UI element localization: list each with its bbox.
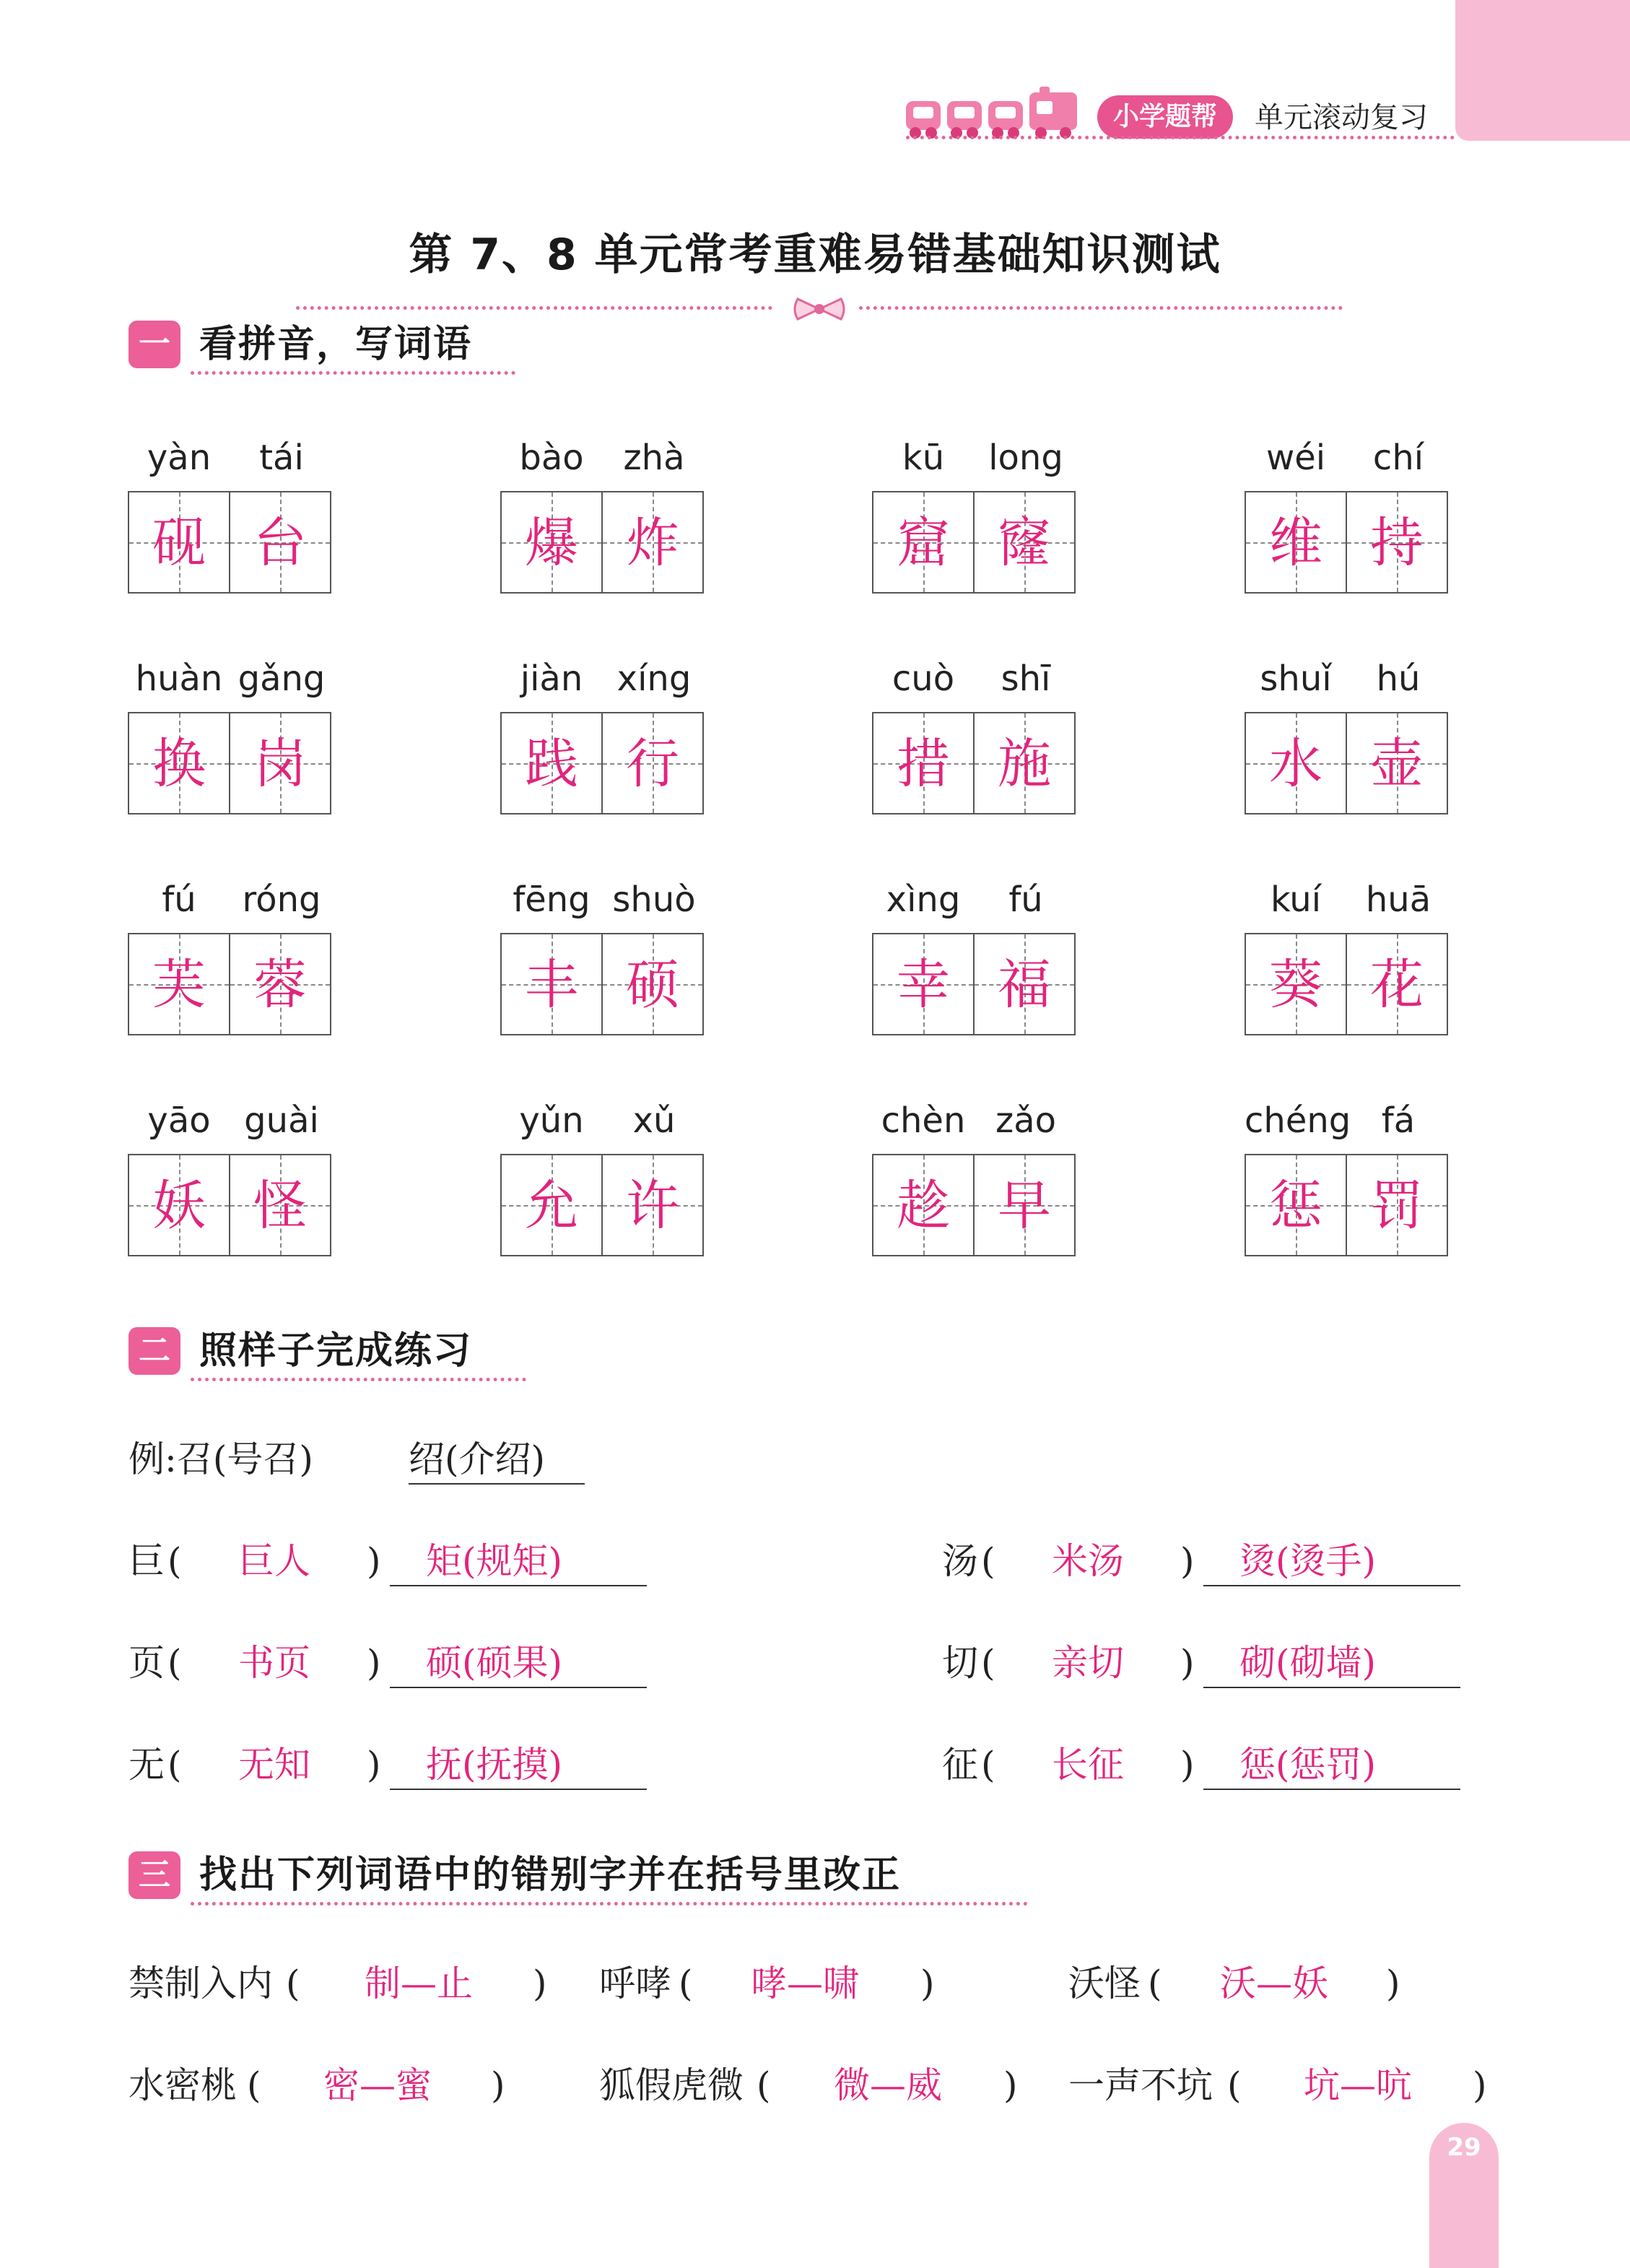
example-answer: 绍(介绍) [409, 1438, 546, 1480]
header-label: 单元滚动复习 [1255, 101, 1428, 134]
pinyin: kū [902, 438, 945, 478]
writing-box [1245, 1154, 1347, 1256]
writing-box [128, 712, 230, 814]
answer-char: 花 [1370, 954, 1424, 1016]
section-title: 看拼音，写词语 [199, 323, 473, 366]
writing-box [872, 712, 975, 814]
pinyin: xíng [616, 659, 692, 699]
pinyin: yāo [147, 1100, 211, 1141]
answer-pair: 惩(惩罚) [1239, 1744, 1377, 1786]
pinyin: bào [519, 438, 584, 478]
section-title: 照样子完成练习 [199, 1329, 473, 1373]
answer-pair: 烫(烫手) [1239, 1540, 1377, 1582]
answer-char: 窿 [998, 512, 1051, 574]
section-number-badge: 三 [128, 1851, 180, 1899]
answer-char: 罚 [1370, 1175, 1424, 1237]
pinyin: wéi [1265, 438, 1326, 478]
writing-box [1346, 933, 1448, 1035]
answer-char: 砚 [152, 512, 206, 574]
pinyin: zǎo [995, 1100, 1056, 1141]
wrong-word: 沃怪 [1068, 1963, 1141, 2004]
writing-box [229, 712, 331, 814]
pinyin: guài [244, 1100, 319, 1141]
pinyin: yàn [147, 438, 212, 478]
writing-box [1245, 933, 1347, 1035]
writing-box [500, 933, 603, 1035]
writing-box [872, 1154, 975, 1256]
pinyin: huàn [135, 659, 223, 699]
header-divider [906, 136, 1455, 139]
word-item [500, 436, 705, 574]
answer-pair: 硕(硕果) [426, 1642, 563, 1684]
word-item [1245, 1099, 1450, 1237]
pinyin: yǔn [519, 1100, 584, 1141]
word-item [128, 1099, 333, 1237]
answer-char: 丰 [525, 954, 578, 1016]
writing-box [601, 491, 704, 594]
base-char: 无 [128, 1744, 165, 1786]
pinyin: xǔ [632, 1100, 676, 1141]
writing-box [1245, 491, 1347, 594]
word-item [500, 657, 705, 795]
answer-char: 水 [1269, 733, 1322, 795]
writing-box [973, 712, 1076, 814]
pinyin: huā [1365, 879, 1431, 920]
pinyin: chéng [1245, 1100, 1351, 1141]
pinyin: long [988, 438, 1063, 478]
section-number-badge: 一 [128, 321, 180, 368]
writing-box [128, 491, 230, 594]
pinyin: jiàn [520, 659, 583, 699]
word-item [500, 1099, 705, 1237]
bow-icon [790, 296, 848, 322]
writing-box [601, 933, 704, 1035]
pinyin: shuò [612, 879, 696, 920]
answer-word: 亲切 [1052, 1642, 1124, 1684]
answer-char: 芙 [152, 954, 206, 1016]
word-item [128, 436, 333, 574]
writing-box [872, 491, 975, 594]
answer-char: 炸 [626, 512, 679, 574]
word-item [1245, 436, 1450, 574]
writing-box [128, 1154, 230, 1256]
pinyin: kuí [1270, 879, 1322, 920]
pinyin: fēng [513, 879, 590, 920]
answer-char: 允 [525, 1175, 578, 1237]
pinyin: zhà [623, 438, 685, 478]
answer-char: 妖 [152, 1175, 206, 1237]
answer-char: 岗 [253, 733, 307, 795]
wrong-word: 禁制入内 [128, 1963, 273, 2004]
word-item [1245, 657, 1450, 795]
pinyin: tái [259, 438, 304, 478]
answer-char: 葵 [1269, 954, 1322, 1016]
answer-char: 蓉 [253, 954, 307, 1016]
brand-badge: 小学题帮 [1097, 95, 1233, 139]
answer-char: 福 [998, 954, 1051, 1016]
writing-box [1346, 491, 1448, 594]
wrong-word: 狐假虎微 [599, 2064, 744, 2106]
pinyin: róng [242, 879, 321, 920]
pinyin: shuǐ [1260, 659, 1332, 699]
word-item [128, 657, 333, 795]
title-divider [296, 296, 1343, 322]
answer-char: 早 [998, 1175, 1051, 1237]
page-number: 29 [1447, 2133, 1481, 2162]
wrong-word: 水密桃 [128, 2064, 237, 2106]
wrong-word: 呼哮 [599, 1963, 671, 2004]
answer-word: 长征 [1052, 1744, 1124, 1786]
answer-char: 壶 [1370, 733, 1424, 795]
base-char: 征 [942, 1744, 978, 1786]
answer-char: 许 [626, 1175, 679, 1237]
writing-box [229, 1154, 331, 1256]
answer-char: 持 [1370, 512, 1424, 574]
correction: 密—蜜 [323, 2064, 432, 2106]
writing-box [500, 1154, 603, 1256]
answer-word: 书页 [238, 1642, 310, 1684]
answer-char: 怪 [253, 1175, 307, 1237]
pinyin: chí [1372, 438, 1424, 478]
answer-char: 施 [998, 733, 1051, 795]
answer-char: 硕 [626, 954, 679, 1016]
answer-char: 换 [152, 733, 206, 795]
answer-char: 爆 [525, 512, 578, 574]
page-number-tab [1429, 2123, 1499, 2268]
base-char: 巨 [128, 1540, 165, 1582]
word-item [1245, 878, 1450, 1016]
page-title: 第 7、8 单元常考重难易错基础知识测试 [409, 230, 1221, 280]
answer-word: 巨人 [238, 1540, 310, 1582]
answer-pair: 抚(抚摸) [426, 1744, 563, 1786]
pinyin: shī [1001, 659, 1051, 699]
section-number-badge: 二 [128, 1327, 180, 1375]
answer-char: 惩 [1269, 1175, 1322, 1237]
writing-box [973, 933, 1076, 1035]
train-icon [902, 85, 1083, 143]
writing-box [229, 491, 331, 594]
pinyin: chèn [881, 1100, 966, 1141]
corner-tab [1455, 0, 1630, 141]
pinyin: fú [1008, 879, 1043, 920]
word-item [872, 657, 1077, 795]
correction: 哮—啸 [751, 1963, 859, 2004]
pinyin: hú [1376, 659, 1421, 699]
answer-char: 践 [525, 733, 578, 795]
answer-char: 措 [897, 733, 950, 795]
pinyin: cuò [892, 659, 955, 699]
word-item [872, 878, 1077, 1016]
answer-char: 幸 [897, 954, 950, 1016]
correction: 坑—吭 [1304, 2064, 1412, 2106]
correction: 微—威 [834, 2064, 942, 2106]
pinyin: xìng [886, 879, 961, 920]
answer-char: 维 [1269, 512, 1322, 574]
answer-pair: 砌(砌墙) [1239, 1642, 1377, 1684]
writing-box [128, 933, 230, 1035]
base-char: 汤 [942, 1540, 978, 1582]
example-prefix: 例:召(号召) [128, 1438, 313, 1480]
writing-box [500, 712, 603, 814]
pinyin: fú [162, 879, 196, 920]
writing-box [1245, 712, 1347, 814]
writing-box [1346, 712, 1448, 814]
correction: 沃—妖 [1220, 1963, 1328, 2004]
writing-box [500, 491, 603, 594]
section-title: 找出下列词语中的错别字并在括号里改正 [199, 1854, 902, 1897]
pinyin: gǎng [237, 659, 326, 699]
word-item [872, 436, 1077, 574]
pinyin: fá [1381, 1100, 1416, 1141]
writing-box [973, 491, 1076, 594]
writing-box [1346, 1154, 1448, 1256]
correction: 制—止 [365, 1963, 473, 2004]
writing-box [872, 933, 975, 1035]
writing-box [601, 712, 704, 814]
answer-word: 无知 [238, 1744, 310, 1786]
word-item [128, 878, 333, 1016]
word-item [872, 1099, 1077, 1237]
answer-char: 趁 [897, 1175, 950, 1237]
answer-char: 窟 [897, 512, 950, 574]
answer-char: 台 [253, 512, 307, 574]
writing-box [229, 933, 331, 1035]
word-item [500, 878, 705, 1016]
answer-char: 行 [626, 733, 679, 795]
answer-pair: 矩(规矩) [426, 1540, 563, 1582]
wrong-word: 一声不坑 [1068, 2064, 1213, 2106]
answer-word: 米汤 [1052, 1540, 1124, 1582]
writing-box [601, 1154, 704, 1256]
base-char: 页 [128, 1642, 165, 1684]
writing-box [973, 1154, 1076, 1256]
base-char: 切 [942, 1642, 978, 1684]
